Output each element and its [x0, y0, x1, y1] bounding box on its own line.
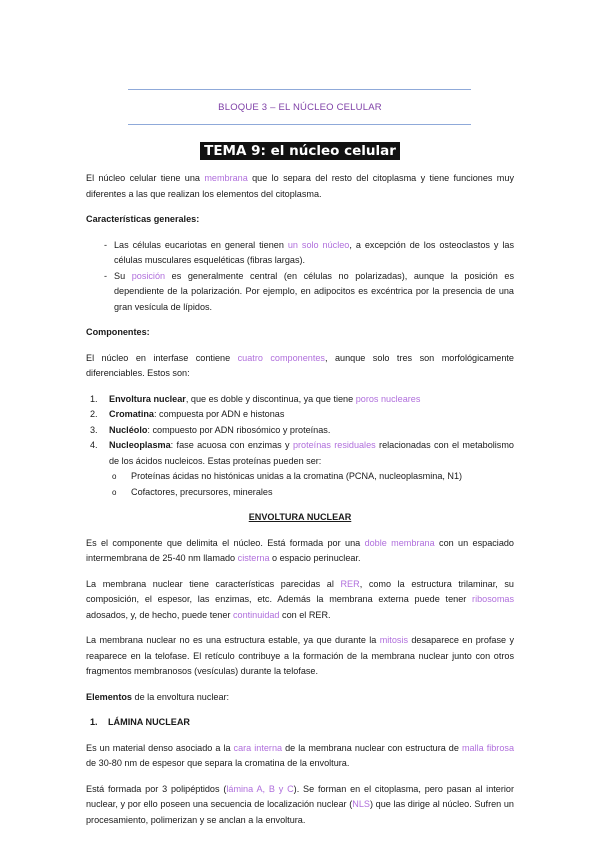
nucleoplasma-sublist [109, 469, 514, 500]
lamina-paragraph: Está formada por 3 polipéptidos (lámina A, B y C). Se forman en el citoplasma, pero pasan al interior nuclear, y por ello poseen una secuencia de localización nuclear (NLS) que las dirige al núcleo. Sufren un procesamiento, polimerizan y se anclan a la envoltura. [86, 783, 514, 825]
envoltura-heading: ENVOLTURA NUCLEAR [248, 512, 352, 522]
envoltura-paragraph: La membrana nuclear no es una estructura estable, ya que durante la mitosis desaparece en profase y reaparece en la telofase. El retículo contribuye a la formación de la membrana nuclear junto con otros fragmentos membranosos (vesículas) durante la telofase. [86, 635, 514, 676]
envoltura-paragraph: La membrana nuclear tiene características parecidas al RER, como la estructura trilaminar, su composición, el espesor, las enzimas, etc. Además la membrana externa puede tener ribosomas adosados, y, de hecho, puede tener continuidad con el RER. [86, 578, 514, 620]
list-item: 4. Nucleoplasma: fase acuosa con enzimas y proteínas residuales relacionadas con el metabolismo de los ácidos nucleicos. Estas proteínas pueden ser: o Proteínas ácidas no histónicas unidas a la cromatina (PCNA, nucleoplasmina, N1) o Cofactores, precursores, minerales [86, 438, 514, 500]
caracteristicas-list [86, 238, 514, 316]
caracteristicas-heading: Características generales: [86, 214, 200, 224]
list-item: - Su posición es generalmente central (en células no polarizadas), aunque la posición es dependiente de la polarización. Por ejemplo, en adipocitos es excéntrica por la presencia de una gran vesícula de lípidos. [86, 269, 514, 316]
envoltura-paragraph: Es el componente que delimita el núcleo. Está formada por una doble membrana con un espaciado intermembrana de 25-40 nm llamado cisterna o espacio perinuclear. [86, 537, 514, 563]
block-title: BLOQUE 3 – EL NÚCLEO CELULAR [218, 102, 382, 113]
elementos-line: Elementos de la envoltura nuclear: [86, 691, 230, 702]
top-rule [128, 89, 471, 90]
list-item: 3. Nucléolo: compuesto por ADN ribosómico y proteínas. [90, 424, 331, 435]
lamina-heading: 1. LÁMINA NUCLEAR [90, 717, 191, 727]
list-item: - Las células eucariotas en general tienen un solo núcleo, a excepción de los osteoclastos y las células musculares esqueléticas (fibras largas). [86, 238, 514, 269]
list-item: 1. Envoltura nuclear, que es doble y discontinua, ya que tiene poros nucleares [90, 393, 421, 404]
componentes-intro: El núcleo en interfase contiene cuatro componentes, aunque solo tres son morfológicamente diferenciables. Estos son: [86, 352, 514, 378]
list-item: o Cofactores, precursores, minerales [109, 485, 514, 501]
lamina-paragraph: Es un material denso asociado a la cara interna de la membrana nuclear con estructura de malla fibrosa de 30-80 nm de espesor que separa la cromatina de la envoltura. [86, 742, 514, 768]
componentes-list [86, 392, 514, 501]
bottom-rule [128, 124, 471, 125]
list-item: o Proteínas ácidas no histónicas unidas a la cromatina (PCNA, nucleoplasmina, N1) [109, 469, 514, 485]
intro-paragraph: El núcleo celular tiene una membrana que lo separa del resto del citoplasma y tiene funciones muy diferentes a las que realizan los elementos del citoplasma. [86, 173, 514, 199]
componentes-heading: Componentes: [86, 327, 150, 337]
tema-title: TEMA 9: el núcleo celular [200, 142, 400, 160]
document-body [86, 171, 514, 838]
tema-heading [0, 142, 600, 160]
list-item: 2. Cromatina: compuesta por ADN e histonas [90, 409, 285, 419]
